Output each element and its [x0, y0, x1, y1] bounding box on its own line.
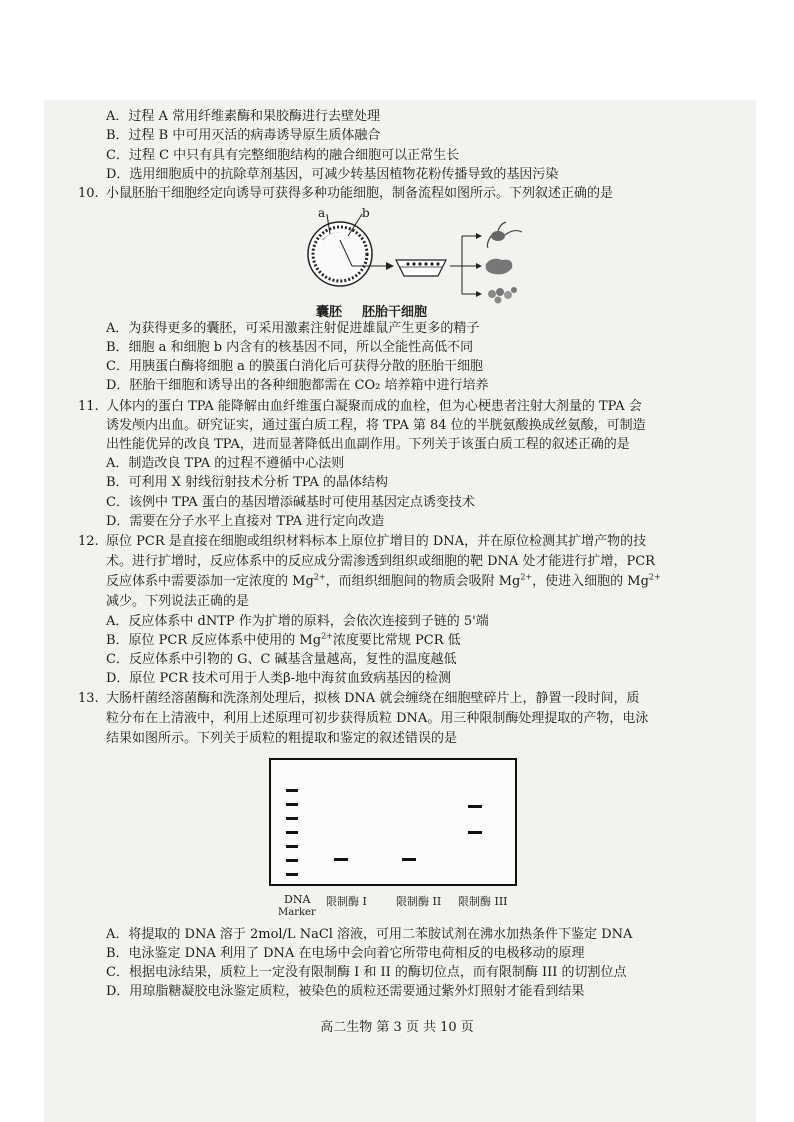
embryo-flow-figure: [300, 214, 530, 304]
q12-stem-line1: 原位 PCR 是直接在细胞或组织材料标本上原位扩增目的 DNA，并在原位检测其扩增产物的技: [106, 534, 647, 549]
q9-option-d: D．选用细胞质中的抗除草剂基因，可减少转基因植物花粉传播导致的基因污染: [106, 167, 559, 182]
q9-option-c: C．过程 C 中只有具有完整细胞结构的融合细胞可以正常生长: [106, 148, 460, 163]
q12-option-d: D．原位 PCR 技术可用于人类β-地中海贫血致病基因的检测: [106, 671, 452, 686]
gel-lane-label-enzyme-ii: 限制酶 II: [396, 895, 442, 908]
q12-stem-line3: 反应体系中需要添加一定浓度的 $Mg^{2+}$，而组织细胞间的物质会吸附 $Mg^{2+}$，使进入细胞的 $Mg^{2+}$: [106, 572, 661, 589]
q11-stem-line2: 诱发颅内出血。研究证实，通过蛋白质工程，将 TPA 第 84 位的半胱氨酸换成丝氨酸，可制造: [106, 418, 646, 433]
q11-option-a: A．制造改良 TPA 的过程不遵循中心法则: [106, 456, 345, 471]
q13-stem-line1: 大肠杆菌经溶菌酶和洗涤剂处理后，拟核 DNA 就会缠绕在细胞壁碎片上，静置一段时间，质: [106, 691, 640, 706]
gel-lane-sublabel-marker: Marker: [278, 907, 316, 918]
irregular-cell-icon: [486, 259, 513, 275]
gel-lane-label-enzyme-iii: 限制酶 III: [458, 895, 508, 908]
q13-option-b: B．电泳鉴定 DNA 利用了 DNA 在电场中会向着它所带电荷相反的电极移动的原理: [106, 946, 585, 961]
enzyme-iii-band-lower: [468, 831, 482, 834]
q11-stem-line1: 人体内的蛋白 TPA 能降解由血纤维蛋白凝聚而成的血栓，但为心梗患者注射大剂量的 TPA 会: [106, 399, 642, 414]
gel-electrophoresis-figure: [268, 757, 520, 889]
gel-frame: [270, 759, 516, 885]
q12-option-c: C．反应体系中引物的 G、C 碱基含量越高，复性的温度越低: [106, 652, 457, 667]
q11-option-d: D．需要在分子水平上直接对 TPA 进行定向改造: [106, 514, 385, 529]
enzyme-ii-band: [402, 858, 416, 861]
fig-label-b: b: [362, 206, 370, 220]
q12-stem-line4: 减少。下列说法正确的是: [106, 594, 250, 609]
q11-number: 11.: [78, 399, 99, 414]
enzyme-iii-band-upper: [468, 805, 482, 808]
fig-caption-blastocyst: 囊胚: [316, 305, 343, 320]
q13-option-a: A．将提取的 DNA 溶于 2mol/L NaCl 溶液，可用二苯胺试剂在沸水加热条件下鉴定 DNA: [106, 927, 633, 942]
gel-lane-label-enzyme-i: 限制酶 I: [326, 895, 367, 908]
q10-option-a: A．为获得更多的囊胚，可采用激素注射促进雄鼠产生更多的精子: [106, 321, 480, 336]
q10-number: 10.: [78, 186, 99, 201]
culture-dish: [396, 260, 446, 276]
q13-option-c: C．根据电泳结果，质粒上一定没有限制酶 I 和 II 的酶切位点，而有限制酶 III 的切割位点: [106, 965, 627, 980]
page-footer: 高二生物 第 3 页 共 10 页: [320, 1020, 474, 1035]
q10-option-b: B．细胞 a 和细胞 b 内含有的核基因不同，所以全能性高低不同: [106, 340, 474, 355]
q12-stem-line2: 术。进行扩增时，反应体系中的反应成分需渗透到组织或细胞的靶 DNA 处才能进行扩增，PCR: [106, 554, 655, 569]
cell-cluster-icon: [488, 287, 517, 304]
q9-option-b: B．过程 B 中可用灭活的病毒诱导原生质体融合: [106, 128, 381, 143]
q13-number: 13.: [78, 691, 99, 706]
q11-option-c: C．该例中 TPA 蛋白的基因增添碱基时可使用基因定点诱变技术: [106, 495, 475, 510]
q10-option-d: D．胚胎干细胞和诱导出的各种细胞都需在 CO₂ 培养箱中进行培养: [106, 378, 489, 393]
q12-number: 12.: [78, 534, 99, 549]
q12-option-b: B．原位 PCR 反应体系中使用的 $Mg^{2+}$浓度要比常规 PCR 低: [106, 631, 461, 648]
q10-stem: 小鼠胚胎干细胞经定向诱导可获得多种功能细胞，制备流程如图所示。下列叙述正确的是: [106, 186, 614, 201]
q13-stem-line2: 粒分布在上清液中，利用上述原理可初步获得质粒 DNA。用三种限制酶处理提取的产物，电泳: [106, 711, 649, 726]
gel-lane-label-marker: DNA: [284, 893, 311, 906]
q10-option-c: C．用胰蛋白酶将细胞 a 的膜蛋白消化后可获得分散的胚胎干细胞: [106, 359, 483, 374]
q13-option-d: D．用琼脂糖凝胶电泳鉴定质粒，被染色的质粒还需要通过紫外灯照射才能看到结果: [106, 984, 585, 999]
blastocyst-diagram: [308, 222, 372, 286]
q11-option-b: B．可利用 X 射线衍射技术分析 TPA 的晶体结构: [106, 475, 388, 490]
q12-option-a: A．反应体系中 dNTP 作为扩增的原料，会依次连接到子链的 5'端: [106, 614, 489, 629]
fig-label-a: a: [318, 206, 326, 220]
q11-stem-line3: 出性能优异的改良 TPA，进而显著降低出血副作用。下列关于该蛋白质工程的叙述正确的是: [106, 437, 630, 452]
enzyme-i-band: [334, 858, 348, 861]
fig-caption-stem-cell: 胚胎干细胞: [362, 305, 428, 320]
q9-option-a: A．过程 A 常用纤维素酶和果胶酶进行去壁处理: [106, 109, 381, 124]
neuron-cell-icon: [487, 222, 522, 248]
q13-stem-line3: 结果如图所示。下列关于质粒的粗提取和鉴定的叙述错误的是: [106, 731, 458, 746]
